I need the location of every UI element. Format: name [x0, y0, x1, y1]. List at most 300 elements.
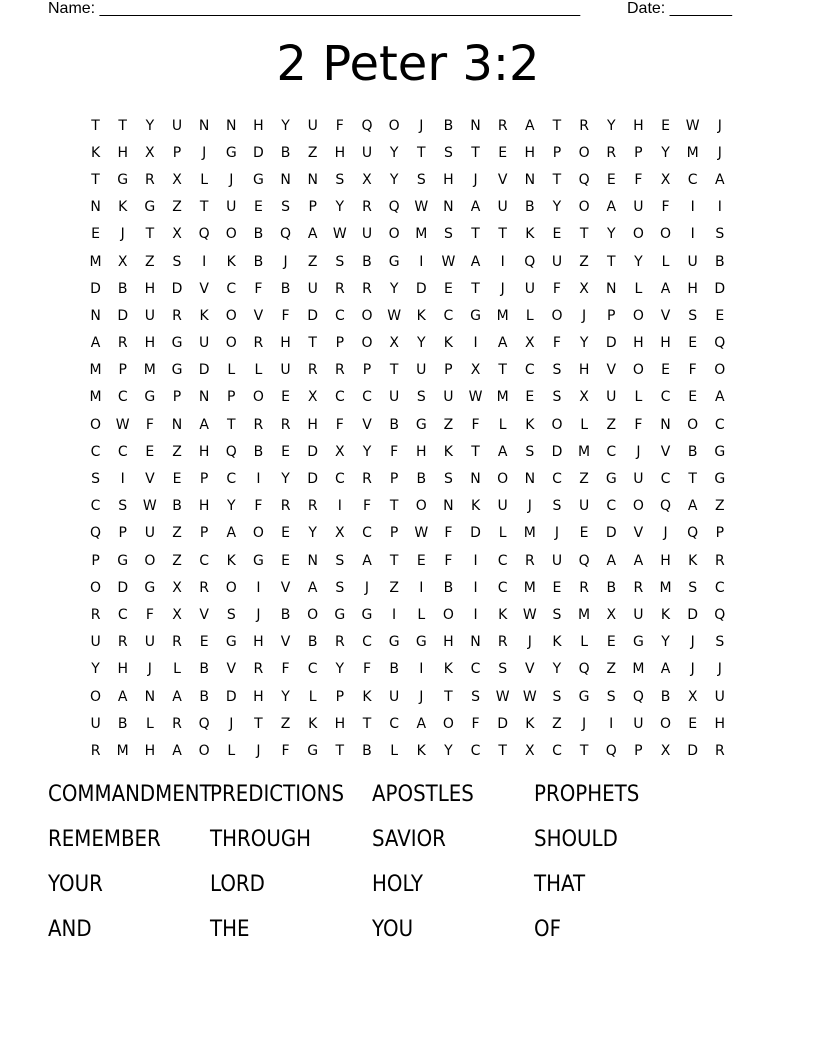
grid-letter: F [552, 335, 561, 352]
grid-letter: M [578, 606, 591, 623]
grid-letter: S [552, 498, 562, 515]
grid-letter: Z [280, 715, 291, 732]
grid-letter: G [225, 634, 237, 651]
grid-letter: C [117, 606, 128, 623]
grid-letter: K [660, 606, 671, 623]
grid-letter: L [308, 688, 317, 705]
grid-letter: T [389, 498, 399, 515]
grid-letter: N [198, 389, 210, 406]
grid-letter: R [199, 579, 209, 596]
grid-letter: J [717, 117, 722, 134]
grid-letter: E [281, 552, 290, 569]
grid-letter: Q [714, 335, 726, 352]
grid-letter: E [281, 525, 290, 542]
grid-letter: B [660, 688, 671, 705]
grid-letter: N [443, 498, 454, 515]
grid-letter: J [202, 144, 207, 161]
grid-letter: O [144, 552, 156, 569]
grid-letter: H [307, 416, 318, 433]
grid-letter: Z [443, 416, 454, 433]
grid-letter: O [415, 498, 427, 515]
grid-letter: X [389, 335, 399, 352]
grid-letter: B [606, 579, 617, 596]
grid-letter: I [609, 715, 614, 732]
grid-letter: C [362, 525, 372, 542]
grid-letter: I [419, 253, 424, 270]
grid-letter: E [253, 199, 263, 216]
grid-letter: I [256, 471, 261, 488]
grid-letter: W [522, 606, 537, 623]
grid-letter: C [362, 634, 372, 651]
grid-letter: D [470, 525, 481, 542]
grid-letter: A [497, 443, 508, 460]
grid-letter: D [687, 606, 699, 623]
grid-letter: M [89, 362, 102, 379]
grid-letter: C [117, 389, 128, 406]
grid-letter: T [444, 688, 453, 705]
grid-letter: E [498, 144, 508, 161]
grid-letter: F [145, 606, 154, 623]
grid-letter: A [307, 579, 318, 596]
grid-letter: J [717, 144, 722, 161]
grid-letter: B [362, 742, 372, 759]
grid-letter: U [144, 525, 155, 542]
grid-letter: B [416, 471, 427, 488]
grid-letter: C [362, 389, 372, 406]
grid-letter: Y [634, 253, 643, 270]
grid-letter: J [283, 253, 288, 270]
grid-letter: L [227, 362, 236, 379]
grid-letter: Q [198, 226, 210, 243]
grid-letter: U [388, 389, 400, 406]
grid-letter: H [144, 335, 156, 352]
page-title: 2 Peter 3:2 [276, 36, 540, 92]
grid-letter: U [551, 253, 563, 270]
grid-letter: D [90, 280, 101, 297]
grid-letter: V [253, 307, 264, 324]
grid-letter: F [390, 443, 399, 460]
grid-letter: T [335, 742, 345, 759]
grid-letter: C [606, 443, 617, 460]
grid-letter: Y [362, 443, 372, 460]
grid-letter: D [117, 307, 129, 324]
grid-letter: A [470, 199, 481, 216]
grid-letter: U [578, 498, 590, 515]
grid-letter: S [335, 579, 345, 596]
grid-letter: R [253, 416, 264, 433]
grid-letter: H [415, 443, 427, 460]
grid-letter: R [280, 416, 291, 433]
grid-letter: N [524, 471, 536, 488]
grid-letter: E [525, 389, 535, 406]
grid-letter: H [198, 498, 210, 515]
grid-letter: Y [606, 117, 616, 134]
grid-letter: W [387, 307, 402, 324]
grid-letter: K [443, 661, 453, 678]
grid-letter: L [390, 742, 399, 759]
grid-letter: B [117, 280, 128, 297]
grid-letter: E [281, 443, 290, 460]
grid-letter: B [117, 715, 128, 732]
grid-letter: B [715, 253, 725, 270]
grid-letter: P [335, 688, 345, 705]
grid-letter: G [117, 552, 129, 569]
grid-letter: C [470, 742, 481, 759]
grid-letter: F [688, 362, 697, 379]
grid-letter: N [524, 171, 536, 188]
grid-letter: B [199, 661, 209, 678]
grid-letter: U [551, 552, 563, 569]
grid-letter: R [579, 579, 589, 596]
grid-letter: P [607, 307, 616, 324]
grid-letter: Q [90, 525, 102, 542]
grid-letter: R [362, 199, 372, 216]
grid-letter: H [633, 335, 644, 352]
grid-letter: A [633, 552, 644, 569]
grid-letter: S [416, 389, 426, 406]
grid-letter: C [226, 471, 237, 488]
grid-letter: I [473, 335, 478, 352]
grid-letter: M [523, 525, 536, 542]
grid-letter: H [198, 443, 210, 460]
grid-letter: S [443, 226, 453, 243]
grid-letter: R [117, 335, 128, 352]
grid-letter: F [471, 715, 480, 732]
grid-letter: T [254, 715, 263, 732]
grid-letter: A [362, 552, 372, 569]
grid-letter: M [496, 307, 509, 324]
grid-letter: U [144, 307, 155, 324]
date-field[interactable]: Date: _______ [627, 0, 732, 17]
grid-letter: P [227, 389, 236, 406]
grid-letter: Z [715, 498, 725, 515]
grid-letter: T [579, 742, 589, 759]
grid-letter: A [525, 117, 535, 134]
grid-letter: X [660, 171, 671, 188]
grid-letter: P [172, 389, 182, 406]
grid-letter: G [171, 362, 183, 379]
grid-letter: H [660, 552, 671, 569]
grid-letter: R [253, 335, 264, 352]
grid-letter: G [117, 171, 129, 188]
grid-letter: H [144, 742, 156, 759]
grid-letter: E [443, 280, 453, 297]
grid-letter: D [307, 443, 319, 460]
grid-letter: H [253, 117, 264, 134]
grid-letter: O [551, 416, 563, 433]
grid-letter: R [497, 634, 508, 651]
grid-letter: B [389, 416, 399, 433]
grid-letter: B [389, 661, 399, 678]
grid-letter: H [633, 117, 644, 134]
grid-letter: C [199, 552, 210, 569]
grid-letter: O [225, 335, 237, 352]
grid-letter: V [633, 525, 644, 542]
grid-letter: E [91, 226, 100, 243]
grid-letter: N [660, 416, 671, 433]
grid-letter: T [471, 280, 480, 297]
grid-letter: O [578, 144, 590, 161]
grid-letter: C [497, 552, 508, 569]
grid-letter: C [714, 416, 725, 433]
word-list-item: SAVIOR [372, 827, 446, 852]
grid-letter: S [443, 471, 453, 488]
grid-letter: B [280, 606, 291, 623]
grid-letter: S [606, 688, 616, 705]
grid-letter: U [307, 117, 318, 134]
grid-letter: R [714, 742, 725, 759]
grid-letter: K [118, 199, 128, 216]
grid-letter: S [91, 471, 101, 488]
grid-letter: U [633, 715, 644, 732]
grid-letter: Q [280, 226, 292, 243]
grid-letter: X [117, 253, 128, 270]
grid-letter: N [606, 280, 617, 297]
grid-letter: X [172, 606, 182, 623]
grid-letter: O [90, 416, 102, 433]
grid-letter: C [443, 307, 454, 324]
grid-letter: S [335, 552, 345, 569]
grid-letter: U [361, 144, 373, 161]
grid-letter: X [145, 144, 155, 161]
grid-letter: B [253, 443, 264, 460]
grid-letter: O [225, 226, 237, 243]
grid-letter: G [252, 171, 264, 188]
grid-letter: R [144, 171, 155, 188]
grid-letter: H [443, 634, 454, 651]
grid-letter: H [117, 661, 128, 678]
grid-letter: R [90, 606, 101, 623]
grid-letter: U [443, 389, 454, 406]
grid-letter: U [714, 688, 725, 705]
grid-letter: F [362, 661, 371, 678]
grid-letter: R [633, 579, 644, 596]
grid-letter: K [416, 742, 426, 759]
grid-letter: V [362, 416, 372, 433]
grid-letter: L [661, 253, 670, 270]
grid-letter: W [495, 688, 510, 705]
grid-letter: S [688, 579, 698, 596]
grid-letter: C [334, 471, 345, 488]
grid-letter: F [254, 498, 263, 515]
grid-letter: J [527, 498, 532, 515]
grid-letter: F [335, 416, 344, 433]
grid-letter: Y [444, 742, 453, 759]
grid-letter: I [473, 552, 478, 569]
grid-letter: E [552, 579, 562, 596]
grid-letter: G [144, 389, 156, 406]
grid-letter: J [582, 715, 587, 732]
grid-letter: A [715, 171, 725, 188]
grid-letter: J [419, 117, 424, 134]
grid-letter: G [470, 307, 481, 324]
grid-letter: Z [606, 661, 617, 678]
grid-letter: T [118, 117, 127, 134]
grid-letter: R [334, 634, 345, 651]
grid-letter: U [171, 117, 183, 134]
grid-letter: D [415, 280, 427, 297]
grid-letter: E [552, 226, 562, 243]
grid-letter: S [226, 606, 236, 623]
grid-letter: K [308, 715, 318, 732]
grid-letter: L [200, 171, 209, 188]
grid-letter: U [307, 280, 318, 297]
grid-letter: I [120, 471, 125, 488]
grid-letter: X [687, 688, 698, 705]
grid-letter: X [525, 335, 535, 352]
grid-letter: U [497, 498, 508, 515]
grid-letter: D [497, 715, 509, 732]
grid-letter: Q [714, 606, 726, 623]
grid-letter: B [443, 579, 454, 596]
grid-letter: E [606, 634, 616, 651]
grid-letter: E [172, 471, 182, 488]
grid-letter: I [690, 226, 695, 243]
grid-letter: P [172, 144, 182, 161]
grid-letter: Y [281, 688, 290, 705]
grid-letter: T [471, 144, 480, 161]
grid-letter: A [307, 226, 318, 243]
grid-letter: R [172, 634, 182, 651]
grid-letter: O [307, 606, 319, 623]
grid-letter: T [389, 552, 399, 569]
grid-letter: Z [389, 579, 399, 596]
grid-letter: N [90, 307, 101, 324]
grid-letter: W [685, 117, 700, 134]
grid-letter: Y [389, 144, 399, 161]
grid-letter: R [334, 280, 345, 297]
grid-letter: Q [225, 443, 237, 460]
grid-letter: N [280, 171, 291, 188]
grid-letter: A [172, 742, 182, 759]
grid-letter: P [91, 552, 100, 569]
grid-letter: H [334, 715, 346, 732]
grid-letter: W [115, 416, 130, 433]
grid-letter: M [632, 661, 645, 678]
grid-letter: B [280, 144, 291, 161]
grid-letter: H [334, 144, 346, 161]
grid-letter: B [280, 280, 291, 297]
word-list-item: HOLY [372, 872, 423, 897]
grid-letter: K [525, 715, 535, 732]
grid-letter: H [253, 688, 264, 705]
grid-letter: E [688, 389, 698, 406]
grid-letter: Y [281, 471, 290, 488]
grid-letter: E [281, 389, 290, 406]
grid-letter: F [254, 280, 263, 297]
grid-letter: D [551, 443, 563, 460]
grid-letter: Z [579, 471, 589, 488]
grid-letter: Z [172, 552, 182, 569]
grid-letter: E [579, 525, 589, 542]
grid-letter: D [117, 579, 129, 596]
grid-letter: S [281, 199, 290, 216]
grid-letter: I [419, 661, 424, 678]
grid-letter: C [117, 443, 128, 460]
grid-letter: E [606, 171, 616, 188]
grid-letter: M [89, 253, 102, 270]
grid-letter: B [362, 253, 372, 270]
grid-letter: C [660, 471, 671, 488]
grid-letter: E [661, 117, 670, 134]
grid-letter: P [118, 362, 127, 379]
grid-letter: K [199, 307, 209, 324]
grid-letter: I [419, 579, 424, 596]
grid-letter: T [471, 443, 480, 460]
word-list-item: YOUR [48, 872, 103, 897]
grid-letter: A [715, 389, 725, 406]
grid-letter: Q [660, 498, 672, 515]
grid-letter: B [199, 688, 209, 705]
grid-letter: J [256, 606, 261, 623]
grid-letter: V [226, 661, 237, 678]
grid-letter: R [714, 552, 725, 569]
grid-letter: I [202, 253, 207, 270]
grid-letter: U [633, 199, 644, 216]
grid-letter: N [90, 199, 101, 216]
grid-letter: K [90, 144, 101, 161]
grid-letter: T [552, 171, 562, 188]
grid-letter: K [362, 688, 372, 705]
grid-letter: W [468, 389, 483, 406]
grid-letter: O [497, 471, 509, 488]
grid-letter: Y [552, 661, 562, 678]
grid-letter: T [145, 226, 155, 243]
grid-letter: O [632, 498, 644, 515]
grid-letter: Y [145, 117, 155, 134]
grid-letter: F [335, 117, 344, 134]
grid-letter: O [361, 307, 373, 324]
name-field[interactable]: Name: ______________________________________________________ [48, 0, 581, 17]
grid-letter: Y [661, 144, 670, 161]
grid-letter: C [334, 389, 345, 406]
grid-letter: P [634, 144, 643, 161]
grid-letter: T [498, 226, 507, 243]
grid-letter: X [172, 226, 182, 243]
grid-letter: S [335, 171, 345, 188]
grid-letter: U [144, 634, 155, 651]
grid-letter: D [687, 742, 699, 759]
grid-letter: D [171, 280, 183, 297]
grid-letter: T [362, 715, 372, 732]
grid-letter: J [554, 525, 560, 542]
grid-letter: L [580, 634, 588, 651]
grid-letter: P [118, 525, 127, 542]
grid-letter: E [416, 552, 426, 569]
grid-letter: R [362, 471, 372, 488]
grid-letter: C [552, 742, 562, 759]
grid-letter: S [552, 688, 562, 705]
grid-letter: O [632, 226, 644, 243]
grid-letter: U [199, 335, 210, 352]
grid-letter: H [144, 280, 156, 297]
grid-letter: V [199, 280, 209, 297]
grid-letter: K [443, 443, 453, 460]
grid-letter: X [335, 443, 345, 460]
grid-letter: L [498, 416, 507, 433]
grid-letter: A [172, 688, 182, 705]
grid-letter: P [552, 144, 562, 161]
grid-letter: T [199, 199, 209, 216]
grid-letter: J [690, 634, 695, 651]
grid-letter: I [690, 199, 695, 216]
grid-letter: N [171, 416, 183, 433]
grid-letter: D [198, 362, 210, 379]
grid-letter: V [280, 579, 291, 596]
grid-letter: C [524, 362, 535, 379]
grid-letter: V [606, 362, 617, 379]
grid-letter: F [552, 280, 561, 297]
